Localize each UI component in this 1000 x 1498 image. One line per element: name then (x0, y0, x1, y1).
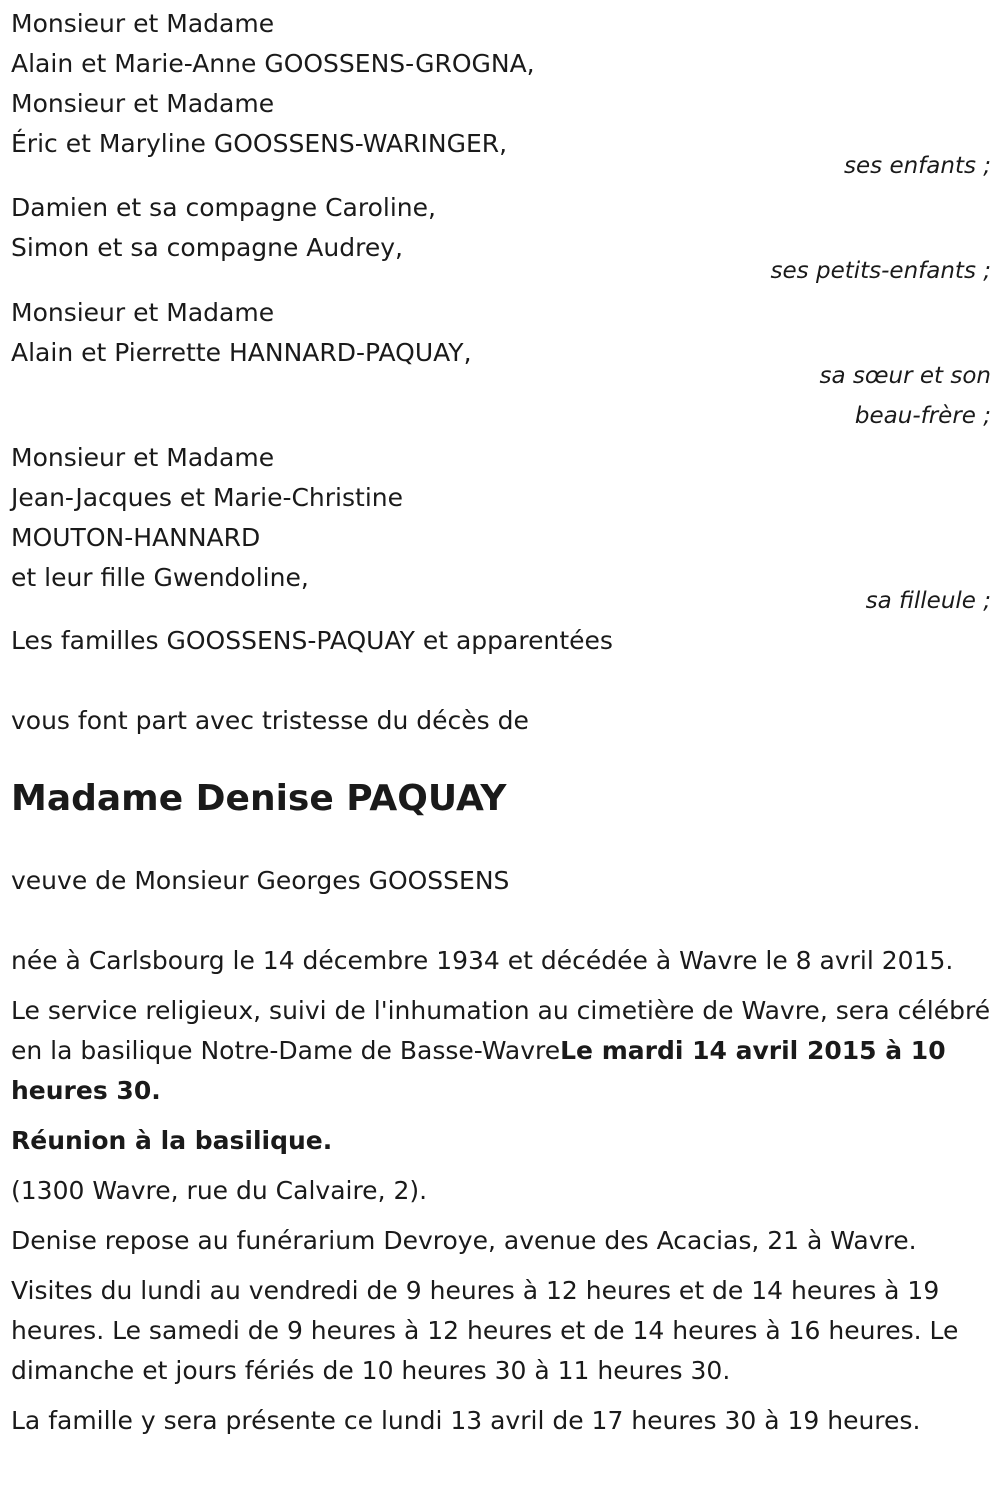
family-line: Jean-Jacques et Marie-Christine (11, 483, 404, 512)
birth-death-text: née à Carlsbourg le 14 décembre 1934 et décédée à Wavre le 8 avril 2015. (11, 946, 954, 975)
service-paragraph (11, 991, 991, 1111)
family-group-grandchildren (11, 188, 991, 291)
family-role: sa sœur et son (819, 363, 991, 389)
deceased-name: Madame Denise PAQUAY (11, 778, 507, 819)
family-line: Alain et Marie-Anne GOOSSENS-GROGNA, (11, 49, 535, 78)
service-date: Le mardi 14 avril 2015 à 10 heures 30. (11, 1036, 946, 1105)
service-text: Le service religieux, suivi de l'inhumation au cimetière de Wavre, sera célébré en la basilique Notre-Dame de Basse-Wavre (11, 996, 991, 1065)
family-role: beau-frère ; (854, 403, 991, 429)
family-line: Les familles GOOSSENS-PAQUAY et apparentées (11, 626, 613, 655)
family-role: ses petits-enfants ; (770, 258, 991, 284)
announcement-text: vous font part avec tristesse du décès de (11, 706, 529, 735)
meeting-text: Réunion à la basilique. (11, 1126, 333, 1155)
family-presence-text: La famille y sera présente ce lundi 13 avril de 17 heures 30 à 19 heures. (11, 1406, 921, 1435)
family-role: ses enfants ; (844, 153, 991, 179)
family-line: et leur fille Gwendoline, (11, 563, 309, 592)
family-line: Simon et sa compagne Audrey, (11, 233, 403, 262)
family-group-goddaughter (11, 438, 991, 621)
visits-text: Visites du lundi au vendredi de 9 heures à 12 heures et de 14 heures à 19 heures. Le samedi de 9 heures à 12 heures et de 14 heures à 16 heures. Le dimanche et jours fériés de 10 heures 30 à 11 heures 30. (11, 1276, 959, 1385)
family-line: Damien et sa compagne Caroline, (11, 193, 436, 222)
family-line: Éric et Maryline GOOSSENS-WARINGER, (11, 129, 508, 158)
family-role: sa filleule ; (865, 588, 991, 614)
family-line: Alain et Pierrette HANNARD-PAQUAY, (11, 338, 472, 367)
widow-of-text: veuve de Monsieur Georges GOOSSENS (11, 866, 510, 895)
family-line: Monsieur et Madame (11, 89, 275, 118)
family-group-children (11, 4, 991, 186)
funeral-home-text: Denise repose au funérarium Devroye, avenue des Acacias, 21 à Wavre. (11, 1226, 917, 1255)
address-text: (1300 Wavre, rue du Calvaire, 2). (11, 1176, 428, 1205)
family-line: Monsieur et Madame (11, 9, 275, 38)
family-group-sister (11, 293, 991, 436)
obituary-notice (11, 0, 991, 1441)
family-line: Monsieur et Madame (11, 298, 275, 327)
family-line: Monsieur et Madame (11, 443, 275, 472)
family-line: MOUTON-HANNARD (11, 523, 261, 552)
